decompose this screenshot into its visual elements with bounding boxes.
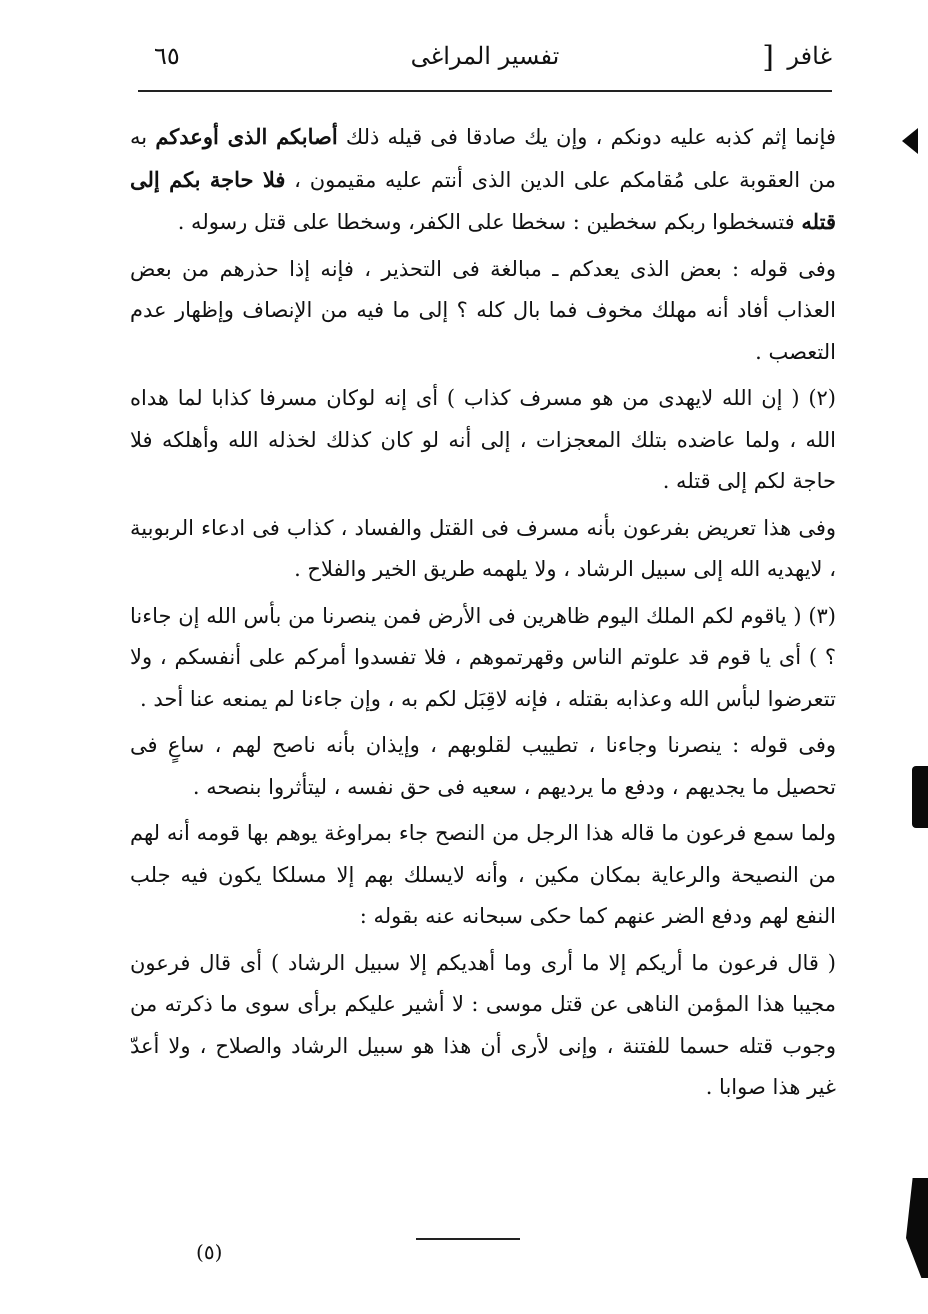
body-paragraph xyxy=(130,378,836,503)
bold-phrase: فلا حاجة بكم إلى قتله xyxy=(130,166,836,234)
scan-edge-mark-bottom xyxy=(906,1178,928,1278)
body-text xyxy=(130,116,836,1109)
body-paragraph xyxy=(130,508,836,591)
scan-edge-mark-top xyxy=(902,128,918,154)
header-bracket: ] xyxy=(762,40,774,75)
text-run: وفى قوله : بعض الذى يعدكم ـ مبالغة فى التحذير ، فإنه إذا حذرهم من بعض العذاب أفاد أنه مهلك مخوف فما بال كله ؟ إلى ما فيه من الإنصاف وإظهار عدم التعصب . xyxy=(130,256,836,364)
body-paragraph xyxy=(130,596,836,721)
header-page-number: ٦٥ xyxy=(154,42,180,70)
footer-divider xyxy=(416,1238,520,1240)
header-divider xyxy=(138,90,832,92)
text-run: (٣) ( ياقوم لكم الملك اليوم ظاهرين فى الأرض فمن ينصرنا من بأس الله إن جاءنا ؟ ) أى يا قوم قد علوتم الناس وقهرتموهم ، فلا تفسدوا أمركم على أنفسكم ، ولا تتعرضوا لبأس الله وعذابه بقتله ، فإنه لاقِبَل لكم به ، وإن جاءنا لم يمنعه عنا أحد . xyxy=(130,603,836,711)
text-run: فتسخطوا ربكم سخطين : سخطا على الكفر، وسخطا على قتل رسوله . xyxy=(177,210,802,234)
header-surah-name: غافر xyxy=(787,42,832,70)
text-run: به من العقوبة على مُقامكم على الدين الذى أنتم عليه مقيمون ، xyxy=(130,125,836,192)
body-paragraph xyxy=(130,249,836,374)
body-paragraph xyxy=(130,943,836,1109)
body-paragraph xyxy=(130,725,836,808)
text-run: وفى قوله : ينصرنا وجاءنا ، تطييب لقلوبهم ، وإيذان بأنه ناصح لهم ، ساعٍ فى تحصيل ما يجديهم ، ودفع ما يرديهم ، سعيه فى حق نفسه ، ليتأثروا بنصحه . xyxy=(130,733,836,799)
bold-phrase: أصابكم الذى أوعدكم xyxy=(155,124,338,149)
scan-edge-mark-middle xyxy=(912,766,928,828)
header-book-title: تفسير المراغى xyxy=(410,42,560,70)
body-paragraph xyxy=(130,813,836,938)
text-run: وفى هذا تعريض بفرعون بأنه مسرف فى القتل والفساد ، كذاب فى ادعاء الربوبية ، لايهديه الله إلى سبيل الرشاد ، ولا يلهمه طريق الخير والفلاح . xyxy=(130,515,836,581)
page-header xyxy=(138,40,832,86)
text-run: فإنما إثم كذبه عليه دونكم ، وإن يك صادقا فى قيله ذلك xyxy=(337,125,836,149)
text-run: (٢) ( إن الله لايهدى من هو مسرف كذاب ) أى إنه لوكان مسرفا كذابا لما هداه الله ، ولما عاضده بتلك المعجزات ، إلى أنه لو كان كذلك لخذله الله وأهلكه فلا حاجة لكم إلى قتله . xyxy=(130,386,836,493)
text-run: ولما سمع فرعون ما قاله هذا الرجل من النصح جاء بمراوغة يوهم بها قومه أنه لهم من النصيحة والرعاية بمكان مكين ، وأنه لايسلك بهم إلا مسلكا يكون فيه جلب النفع لهم ودفع الضر عنهم كما حكى سبحانه عنه بقوله : xyxy=(130,821,836,928)
body-paragraph xyxy=(130,116,836,244)
text-run: ( قال فرعون ما أريكم إلا ما أرى وما أهديكم إلا سبيل الرشاد ) أى قال فرعون مجيبا هذا المؤمن الناهى عن قتل موسى : لا أشير عليكم برأى سوى ما ذكرته من وجوب قتله حسما للفتنة ، وإنى لأرى أن هذا هو سبيل الرشاد والصلاح ، ولا أعدّ غير هذا صوابا . xyxy=(130,950,836,1099)
signature-mark: (٥) xyxy=(196,1240,223,1264)
